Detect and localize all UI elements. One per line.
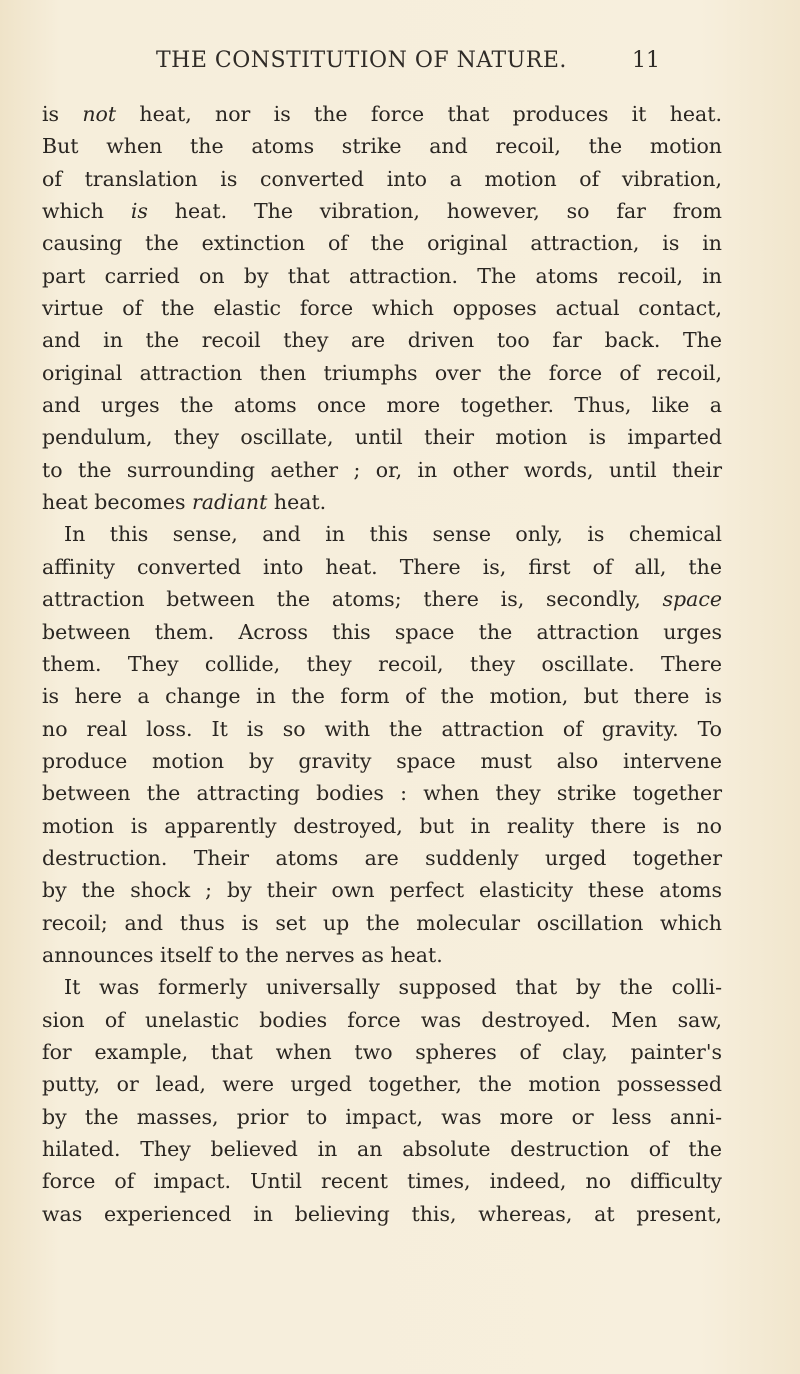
text-line: which is heat. The vibration, however, so far from <box>42 199 722 224</box>
text-line: hilated. They believed in an absolute destruction of the <box>42 1137 722 1161</box>
text-line: destruction. Their atoms are suddenly urged together <box>42 845 722 870</box>
text-line: by the shock ; by their own perfect elasticity these atoms <box>42 878 722 903</box>
running-title: THE CONSTITUTION OF NATURE. <box>156 48 567 73</box>
text-line: produce motion by gravity space must also intervene <box>42 748 722 773</box>
text-line: and in the recoil they are driven too far back. The <box>42 328 722 353</box>
text-line: was experienced in believing this, whereas, at present, <box>42 1201 722 1226</box>
text-line: them. They collide, they recoil, they oscillate. There <box>42 651 722 676</box>
text-line: to the surrounding aether ; or, in other words, until their <box>42 457 722 482</box>
text-line: is here a change in the form of the motion, but there is <box>42 684 722 709</box>
text-line: putty, or lead, were urged together, the motion possessed <box>42 1072 722 1097</box>
text-line: pendulum, they oscillate, until their motion is imparted <box>42 425 722 450</box>
paragraph-end-line: heat becomes radiant heat. <box>42 490 327 515</box>
text-line: for example, that when two spheres of clay, painter's <box>42 1039 722 1064</box>
text-line: no real loss. It is so with the attraction of gravity. To <box>42 716 722 741</box>
text-line: But when the atoms strike and recoil, the motion <box>42 134 722 159</box>
text-line: part carried on by that attraction. The atoms recoil, in <box>42 263 722 288</box>
page-number: 11 <box>632 48 660 73</box>
body-text <box>42 98 722 1230</box>
running-head <box>0 48 800 78</box>
text-line: virtue of the elastic force which opposes actual contact, <box>42 296 722 321</box>
text-line: original attraction then triumphs over the force of recoil, <box>42 360 722 385</box>
paragraph-start-line: In this sense, and in this sense only, is chemical <box>64 522 722 547</box>
text-line: affinity converted into heat. There is, first of all, the <box>42 554 722 579</box>
text-line: between them. Across this space the attraction urges <box>42 619 722 644</box>
text-line: by the masses, prior to impact, was more or less anni- <box>42 1104 722 1129</box>
paragraph-start-line: It was formerly universally supposed that by the colli- <box>64 975 722 1000</box>
text-line: causing the extinction of the original attraction, is in <box>42 231 722 256</box>
text-line: and urges the atoms once more together. Thus, like a <box>42 393 722 418</box>
text-line: is not heat, nor is the force that produces it heat. <box>42 102 723 126</box>
text-line: of translation is converted into a motion of vibration, <box>42 166 722 191</box>
paragraph-end-line: announces itself to the nerves as heat. <box>42 942 443 967</box>
text-line: recoil; and thus is set up the molecular oscillation which <box>42 910 722 935</box>
text-line: force of impact. Until recent times, indeed, no difficulty <box>42 1169 722 1194</box>
text-line: between the attracting bodies : when they strike together <box>42 781 722 806</box>
text-line: attraction between the atoms; there is, secondly, space <box>42 587 722 612</box>
text-line: motion is apparently destroyed, but in reality there is no <box>42 813 722 838</box>
text-line: sion of unelastic bodies force was destroyed. Men saw, <box>42 1007 722 1032</box>
